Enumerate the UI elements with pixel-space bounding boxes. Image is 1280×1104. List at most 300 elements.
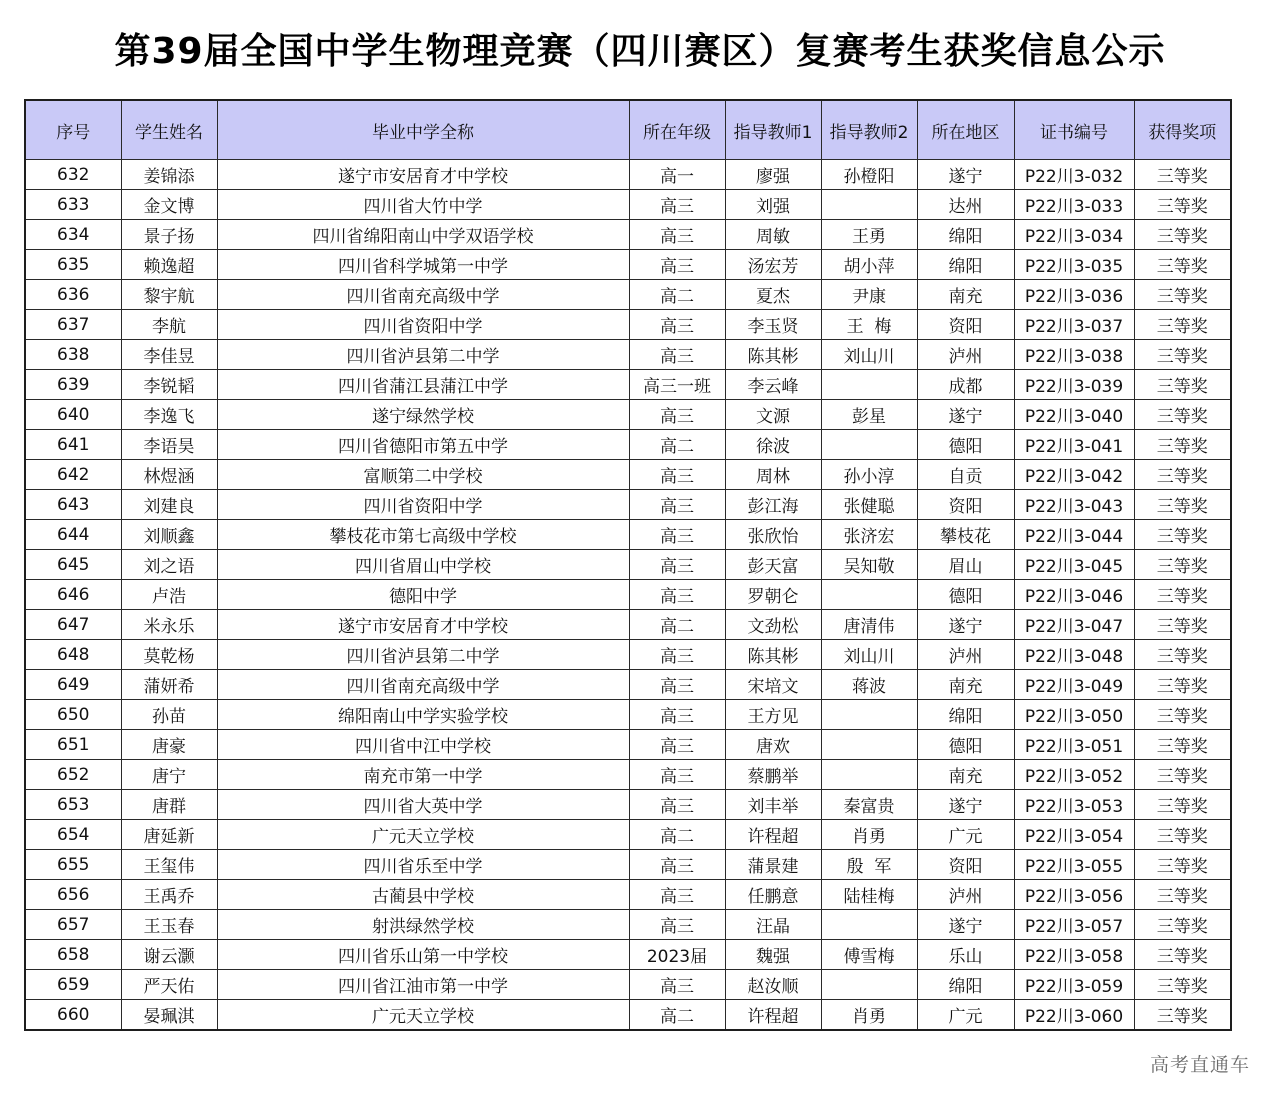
student-name-cell: 赖逸超	[121, 250, 217, 280]
header-region: 所在地区	[917, 100, 1014, 160]
student-name-cell: 林煜涵	[121, 460, 217, 490]
serial-cell: 651	[25, 730, 121, 760]
teacher-2-cell	[821, 700, 917, 730]
certificate-cell: P22川3-060	[1014, 1000, 1134, 1031]
serial-cell: 658	[25, 940, 121, 970]
table-row	[25, 370, 1231, 400]
teacher-1-cell: 李玉贤	[725, 310, 821, 340]
award-cell: 三等奖	[1134, 880, 1231, 910]
grade-cell: 高三	[629, 880, 725, 910]
student-name-cell: 唐延新	[121, 820, 217, 850]
teacher-1-cell: 李云峰	[725, 370, 821, 400]
teacher-1-cell: 许程超	[725, 1000, 821, 1031]
teacher-2-cell: 吴知敬	[821, 550, 917, 580]
grade-cell: 高三	[629, 220, 725, 250]
award-cell: 三等奖	[1134, 430, 1231, 460]
school-cell: 四川省南充高级中学	[217, 670, 629, 700]
school-cell: 四川省大竹中学	[217, 190, 629, 220]
award-cell: 三等奖	[1134, 580, 1231, 610]
teacher-2-cell: 唐清伟	[821, 610, 917, 640]
table-header-row	[25, 100, 1231, 160]
school-cell: 遂宁绿然学校	[217, 400, 629, 430]
header-teacher-2: 指导教师2	[821, 100, 917, 160]
table-row	[25, 340, 1231, 370]
school-cell: 四川省乐山第一中学校	[217, 940, 629, 970]
table-row	[25, 880, 1231, 910]
student-name-cell: 孙苗	[121, 700, 217, 730]
header-award: 获得奖项	[1134, 100, 1231, 160]
teacher-1-cell: 周敏	[725, 220, 821, 250]
teacher-1-cell: 汪晶	[725, 910, 821, 940]
teacher-2-cell	[821, 760, 917, 790]
certificate-cell: P22川3-047	[1014, 610, 1134, 640]
certificate-cell: P22川3-037	[1014, 310, 1134, 340]
grade-cell: 高三	[629, 310, 725, 340]
school-cell: 四川省科学城第一中学	[217, 250, 629, 280]
certificate-cell: P22川3-045	[1014, 550, 1134, 580]
table-row	[25, 640, 1231, 670]
region-cell: 攀枝花	[917, 520, 1014, 550]
award-cell: 三等奖	[1134, 700, 1231, 730]
teacher-2-cell: 陆桂梅	[821, 880, 917, 910]
region-cell: 达州	[917, 190, 1014, 220]
region-cell: 泸州	[917, 880, 1014, 910]
region-cell: 成都	[917, 370, 1014, 400]
table-row	[25, 190, 1231, 220]
certificate-cell: P22川3-034	[1014, 220, 1134, 250]
serial-cell: 660	[25, 1000, 121, 1031]
region-cell: 绵阳	[917, 970, 1014, 1000]
region-cell: 眉山	[917, 550, 1014, 580]
table-row	[25, 580, 1231, 610]
serial-cell: 657	[25, 910, 121, 940]
student-name-cell: 王玺伟	[121, 850, 217, 880]
table-body	[25, 160, 1231, 1031]
student-name-cell: 卢浩	[121, 580, 217, 610]
grade-cell: 高三	[629, 250, 725, 280]
grade-cell: 高三	[629, 670, 725, 700]
teacher-1-cell: 廖强	[725, 160, 821, 190]
serial-cell: 634	[25, 220, 121, 250]
grade-cell: 高二	[629, 820, 725, 850]
certificate-cell: P22川3-032	[1014, 160, 1134, 190]
certificate-cell: P22川3-049	[1014, 670, 1134, 700]
teacher-2-cell: 彭星	[821, 400, 917, 430]
student-name-cell: 李语昊	[121, 430, 217, 460]
serial-cell: 640	[25, 400, 121, 430]
grade-cell: 高三	[629, 640, 725, 670]
school-cell: 广元天立学校	[217, 820, 629, 850]
award-cell: 三等奖	[1134, 160, 1231, 190]
award-cell: 三等奖	[1134, 820, 1231, 850]
table-row	[25, 760, 1231, 790]
serial-cell: 648	[25, 640, 121, 670]
teacher-1-cell: 彭天富	[725, 550, 821, 580]
table-row	[25, 730, 1231, 760]
header-grade: 所在年级	[629, 100, 725, 160]
grade-cell: 高二	[629, 430, 725, 460]
award-cell: 三等奖	[1134, 670, 1231, 700]
grade-cell: 高三	[629, 700, 725, 730]
student-name-cell: 莫乾杨	[121, 640, 217, 670]
certificate-cell: P22川3-054	[1014, 820, 1134, 850]
grade-cell: 高三	[629, 490, 725, 520]
serial-cell: 643	[25, 490, 121, 520]
teacher-1-cell: 唐欢	[725, 730, 821, 760]
certificate-cell: P22川3-035	[1014, 250, 1134, 280]
award-cell: 三等奖	[1134, 400, 1231, 430]
teacher-2-cell	[821, 970, 917, 1000]
teacher-2-cell: 张济宏	[821, 520, 917, 550]
header-student-name: 学生姓名	[121, 100, 217, 160]
award-cell: 三等奖	[1134, 460, 1231, 490]
region-cell: 绵阳	[917, 220, 1014, 250]
teacher-2-cell: 刘山川	[821, 340, 917, 370]
table-row	[25, 250, 1231, 280]
student-name-cell: 米永乐	[121, 610, 217, 640]
certificate-cell: P22川3-043	[1014, 490, 1134, 520]
teacher-1-cell: 刘丰举	[725, 790, 821, 820]
school-cell: 广元天立学校	[217, 1000, 629, 1031]
grade-cell: 高三	[629, 580, 725, 610]
serial-cell: 655	[25, 850, 121, 880]
student-name-cell: 唐群	[121, 790, 217, 820]
watermark: 高考直通车	[1149, 1054, 1250, 1076]
table-row	[25, 910, 1231, 940]
grade-cell: 高三	[629, 190, 725, 220]
teacher-2-cell	[821, 730, 917, 760]
school-cell: 四川省大英中学	[217, 790, 629, 820]
award-cell: 三等奖	[1134, 520, 1231, 550]
school-cell: 富顺第二中学校	[217, 460, 629, 490]
region-cell: 德阳	[917, 430, 1014, 460]
table-row	[25, 820, 1231, 850]
teacher-1-cell: 周林	[725, 460, 821, 490]
school-cell: 四川省江油市第一中学	[217, 970, 629, 1000]
region-cell: 德阳	[917, 580, 1014, 610]
grade-cell: 高二	[629, 610, 725, 640]
student-name-cell: 姜锦添	[121, 160, 217, 190]
serial-cell: 647	[25, 610, 121, 640]
certificate-cell: P22川3-046	[1014, 580, 1134, 610]
certificate-cell: P22川3-038	[1014, 340, 1134, 370]
school-cell: 古蔺县中学校	[217, 880, 629, 910]
award-cell: 三等奖	[1134, 250, 1231, 280]
certificate-cell: P22川3-044	[1014, 520, 1134, 550]
serial-cell: 652	[25, 760, 121, 790]
table-row	[25, 280, 1231, 310]
region-cell: 遂宁	[917, 610, 1014, 640]
region-cell: 广元	[917, 1000, 1014, 1031]
teacher-1-cell: 夏杰	[725, 280, 821, 310]
region-cell: 南充	[917, 280, 1014, 310]
grade-cell: 高三	[629, 550, 725, 580]
certificate-cell: P22川3-040	[1014, 400, 1134, 430]
certificate-cell: P22川3-041	[1014, 430, 1134, 460]
school-cell: 四川省绵阳南山中学双语学校	[217, 220, 629, 250]
award-cell: 三等奖	[1134, 790, 1231, 820]
table-row	[25, 520, 1231, 550]
serial-cell: 637	[25, 310, 121, 340]
awards-table	[24, 99, 1232, 1031]
teacher-2-cell: 胡小萍	[821, 250, 917, 280]
certificate-cell: P22川3-033	[1014, 190, 1134, 220]
school-cell: 四川省南充高级中学	[217, 280, 629, 310]
school-cell: 四川省资阳中学	[217, 310, 629, 340]
table-row	[25, 490, 1231, 520]
school-cell: 四川省泸县第二中学	[217, 640, 629, 670]
grade-cell: 高三	[629, 520, 725, 550]
teacher-2-cell: 王 梅	[821, 310, 917, 340]
student-name-cell: 景子扬	[121, 220, 217, 250]
award-cell: 三等奖	[1134, 490, 1231, 520]
student-name-cell: 蒲妍希	[121, 670, 217, 700]
region-cell: 南充	[917, 670, 1014, 700]
serial-cell: 659	[25, 970, 121, 1000]
award-cell: 三等奖	[1134, 730, 1231, 760]
certificate-cell: P22川3-050	[1014, 700, 1134, 730]
serial-cell: 636	[25, 280, 121, 310]
school-cell: 四川省泸县第二中学	[217, 340, 629, 370]
teacher-2-cell: 蒋波	[821, 670, 917, 700]
table-row	[25, 700, 1231, 730]
student-name-cell: 金文博	[121, 190, 217, 220]
award-cell: 三等奖	[1134, 1000, 1231, 1031]
school-cell: 攀枝花市第七高级中学校	[217, 520, 629, 550]
teacher-2-cell	[821, 910, 917, 940]
serial-cell: 635	[25, 250, 121, 280]
award-cell: 三等奖	[1134, 610, 1231, 640]
student-name-cell: 刘顺鑫	[121, 520, 217, 550]
student-name-cell: 谢云灏	[121, 940, 217, 970]
certificate-cell: P22川3-042	[1014, 460, 1134, 490]
award-cell: 三等奖	[1134, 220, 1231, 250]
grade-cell: 高三	[629, 730, 725, 760]
region-cell: 遂宁	[917, 400, 1014, 430]
student-name-cell: 李航	[121, 310, 217, 340]
header-school: 毕业中学全称	[217, 100, 629, 160]
teacher-1-cell: 陈其彬	[725, 640, 821, 670]
certificate-cell: P22川3-053	[1014, 790, 1134, 820]
teacher-2-cell: 殷 军	[821, 850, 917, 880]
table-row	[25, 610, 1231, 640]
teacher-2-cell	[821, 430, 917, 460]
teacher-2-cell: 傅雪梅	[821, 940, 917, 970]
teacher-1-cell: 汤宏芳	[725, 250, 821, 280]
student-name-cell: 刘之语	[121, 550, 217, 580]
table-row	[25, 790, 1231, 820]
award-cell: 三等奖	[1134, 910, 1231, 940]
school-cell: 四川省资阳中学	[217, 490, 629, 520]
table-row	[25, 310, 1231, 340]
region-cell: 遂宁	[917, 910, 1014, 940]
teacher-2-cell: 尹康	[821, 280, 917, 310]
certificate-cell: P22川3-052	[1014, 760, 1134, 790]
school-cell: 射洪绿然学校	[217, 910, 629, 940]
teacher-1-cell: 宋培文	[725, 670, 821, 700]
table-row	[25, 1000, 1231, 1031]
award-cell: 三等奖	[1134, 640, 1231, 670]
certificate-cell: P22川3-051	[1014, 730, 1134, 760]
grade-cell: 高二	[629, 1000, 725, 1031]
table-row	[25, 220, 1231, 250]
certificate-cell: P22川3-036	[1014, 280, 1134, 310]
header-serial: 序号	[25, 100, 121, 160]
grade-cell: 高三	[629, 850, 725, 880]
certificate-cell: P22川3-056	[1014, 880, 1134, 910]
teacher-1-cell: 任鹏意	[725, 880, 821, 910]
student-name-cell: 李锐韬	[121, 370, 217, 400]
grade-cell: 高三	[629, 340, 725, 370]
award-cell: 三等奖	[1134, 550, 1231, 580]
teacher-1-cell: 罗朝仑	[725, 580, 821, 610]
serial-cell: 632	[25, 160, 121, 190]
certificate-cell: P22川3-059	[1014, 970, 1134, 1000]
region-cell: 资阳	[917, 310, 1014, 340]
school-cell: 遂宁市安居育才中学校	[217, 610, 629, 640]
teacher-2-cell: 王勇	[821, 220, 917, 250]
teacher-2-cell: 刘山川	[821, 640, 917, 670]
student-name-cell: 王禹乔	[121, 880, 217, 910]
school-cell: 四川省蒲江县蒲江中学	[217, 370, 629, 400]
award-cell: 三等奖	[1134, 340, 1231, 370]
award-cell: 三等奖	[1134, 190, 1231, 220]
teacher-2-cell	[821, 580, 917, 610]
header-certificate: 证书编号	[1014, 100, 1134, 160]
region-cell: 遂宁	[917, 790, 1014, 820]
teacher-1-cell: 陈其彬	[725, 340, 821, 370]
grade-cell: 高三	[629, 970, 725, 1000]
grade-cell: 高三一班	[629, 370, 725, 400]
student-name-cell: 李逸飞	[121, 400, 217, 430]
serial-cell: 650	[25, 700, 121, 730]
award-cell: 三等奖	[1134, 850, 1231, 880]
teacher-1-cell: 刘强	[725, 190, 821, 220]
table-row	[25, 460, 1231, 490]
table-row	[25, 550, 1231, 580]
teacher-1-cell: 王方见	[725, 700, 821, 730]
region-cell: 自贡	[917, 460, 1014, 490]
region-cell: 广元	[917, 820, 1014, 850]
student-name-cell: 唐豪	[121, 730, 217, 760]
serial-cell: 649	[25, 670, 121, 700]
teacher-2-cell: 孙小淳	[821, 460, 917, 490]
region-cell: 泸州	[917, 340, 1014, 370]
award-cell: 三等奖	[1134, 310, 1231, 340]
serial-cell: 639	[25, 370, 121, 400]
table-row	[25, 430, 1231, 460]
teacher-1-cell: 彭江海	[725, 490, 821, 520]
teacher-2-cell: 肖勇	[821, 1000, 917, 1031]
grade-cell: 高三	[629, 760, 725, 790]
grade-cell: 高三	[629, 790, 725, 820]
region-cell: 资阳	[917, 490, 1014, 520]
page-title: 第39届全国中学生物理竞赛（四川赛区）复赛考生获奖信息公示	[114, 31, 1166, 72]
teacher-1-cell: 张欣怡	[725, 520, 821, 550]
school-cell: 四川省中江中学校	[217, 730, 629, 760]
region-cell: 遂宁	[917, 160, 1014, 190]
table-row	[25, 970, 1231, 1000]
school-cell: 四川省乐至中学	[217, 850, 629, 880]
region-cell: 资阳	[917, 850, 1014, 880]
certificate-cell: P22川3-048	[1014, 640, 1134, 670]
student-name-cell: 唐宁	[121, 760, 217, 790]
grade-cell: 高三	[629, 400, 725, 430]
serial-cell: 646	[25, 580, 121, 610]
teacher-2-cell: 张健聪	[821, 490, 917, 520]
award-cell: 三等奖	[1134, 760, 1231, 790]
teacher-2-cell: 秦富贵	[821, 790, 917, 820]
grade-cell: 高一	[629, 160, 725, 190]
certificate-cell: P22川3-058	[1014, 940, 1134, 970]
teacher-2-cell	[821, 370, 917, 400]
serial-cell: 645	[25, 550, 121, 580]
table-row	[25, 670, 1231, 700]
table-row	[25, 940, 1231, 970]
teacher-1-cell: 文源	[725, 400, 821, 430]
serial-cell: 633	[25, 190, 121, 220]
school-cell: 德阳中学	[217, 580, 629, 610]
school-cell: 遂宁市安居育才中学校	[217, 160, 629, 190]
table-row	[25, 400, 1231, 430]
teacher-1-cell: 蒲景建	[725, 850, 821, 880]
teacher-1-cell: 魏强	[725, 940, 821, 970]
serial-cell: 641	[25, 430, 121, 460]
student-name-cell: 王玉春	[121, 910, 217, 940]
region-cell: 泸州	[917, 640, 1014, 670]
region-cell: 南充	[917, 760, 1014, 790]
region-cell: 乐山	[917, 940, 1014, 970]
certificate-cell: P22川3-039	[1014, 370, 1134, 400]
teacher-2-cell	[821, 190, 917, 220]
school-cell: 四川省德阳市第五中学	[217, 430, 629, 460]
school-cell: 绵阳南山中学实验学校	[217, 700, 629, 730]
serial-cell: 644	[25, 520, 121, 550]
school-cell: 四川省眉山中学校	[217, 550, 629, 580]
serial-cell: 638	[25, 340, 121, 370]
award-cell: 三等奖	[1134, 970, 1231, 1000]
teacher-1-cell: 文劲松	[725, 610, 821, 640]
student-name-cell: 严天佑	[121, 970, 217, 1000]
teacher-2-cell: 孙橙阳	[821, 160, 917, 190]
region-cell: 德阳	[917, 730, 1014, 760]
student-name-cell: 李佳昱	[121, 340, 217, 370]
award-cell: 三等奖	[1134, 370, 1231, 400]
grade-cell: 2023届	[629, 940, 725, 970]
table-row	[25, 850, 1231, 880]
grade-cell: 高三	[629, 910, 725, 940]
serial-cell: 656	[25, 880, 121, 910]
teacher-2-cell: 肖勇	[821, 820, 917, 850]
teacher-1-cell: 许程超	[725, 820, 821, 850]
header-teacher-1: 指导教师1	[725, 100, 821, 160]
region-cell: 绵阳	[917, 700, 1014, 730]
serial-cell: 654	[25, 820, 121, 850]
student-name-cell: 黎宇航	[121, 280, 217, 310]
award-cell: 三等奖	[1134, 280, 1231, 310]
teacher-1-cell: 赵汝顺	[725, 970, 821, 1000]
serial-cell: 653	[25, 790, 121, 820]
table-row	[25, 160, 1231, 190]
certificate-cell: P22川3-055	[1014, 850, 1134, 880]
certificate-cell: P22川3-057	[1014, 910, 1134, 940]
grade-cell: 高二	[629, 280, 725, 310]
student-name-cell: 刘建良	[121, 490, 217, 520]
serial-cell: 642	[25, 460, 121, 490]
region-cell: 绵阳	[917, 250, 1014, 280]
student-name-cell: 晏珮淇	[121, 1000, 217, 1031]
teacher-1-cell: 徐波	[725, 430, 821, 460]
